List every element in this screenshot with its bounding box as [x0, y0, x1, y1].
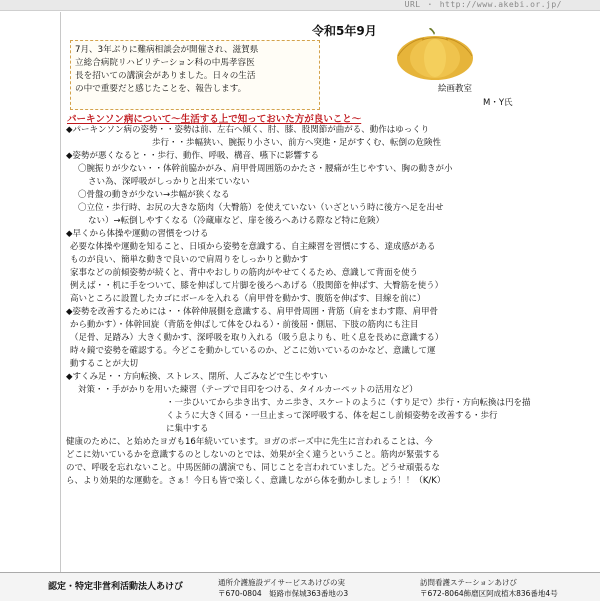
body-line: ・一歩ひいてから歩き出す、カニ歩き、スケートのように（すり足で）歩行・方向転換は円を描	[166, 398, 531, 408]
website-url: URL ・ http://www.akebi.or.jp/	[404, 0, 562, 9]
body-line: 高いところに設置したカゴにボールを入れる（肩甲骨を動かす、腹筋を伸ばす、目線を前に）	[70, 294, 426, 304]
body-line: ので、呼吸を忘れないこと。中馬医師の講演でも、同じことを言われていました。どうせ頑張るな	[66, 463, 440, 473]
facility-a-name: 通所介護施設デイサービスあけびの実	[218, 578, 345, 587]
body-line: さい為、深呼吸がしっかりと出来ていない	[88, 177, 250, 187]
body-line: くように大きく回る・一旦止まって深呼吸する、体を起こし前傾姿勢を改善する・歩行	[166, 411, 498, 421]
body-line: 必要な体操や運動を知ること、日頃から姿勢を意識する、自主練習を習慣にする、達成感がある	[70, 242, 436, 252]
intro-line: 7月、3年ぶりに難病相談会が開催され、滋賀県	[75, 45, 259, 55]
body-line: から動かす）・体幹回旋（背筋を伸ばして体をひねる）・前後屈・側屈、下肢の筋肉にも注目	[70, 320, 419, 330]
body-line: どこに効いているかを意識するのとしないのとでは、効果が全く違うということ。筋肉が緊張する	[66, 450, 441, 460]
body-line: ◆姿勢が悪くなると・・歩行、動作、呼吸、構音、嚥下に影響する	[66, 151, 320, 161]
body-line: 例えば・・机に手をついて、膝を伸ばして片脚を後ろへあげる（股関節を伸ばす、大臀筋を使う）	[70, 281, 444, 291]
body-line: 健康のために、と始めたヨガも16年続いています。ヨガのポーズ中に先生に言われることは、今	[66, 437, 433, 447]
facility-a-address: 〒670-0804 姫路市保城363番地の3	[218, 589, 349, 598]
body-line: 時々鏡で姿勢を確認する。今どこを動かしているのか、どこに効いているのかなど、意識して運	[70, 346, 436, 356]
intro-line: の中で重要だと感じたことを、報告します。	[75, 84, 247, 94]
illustration-artist: M・Y氏	[483, 98, 513, 108]
facility-b	[420, 577, 558, 599]
body-line: 動することが大切	[70, 359, 139, 369]
body-line: 〇骨盤の動きが少ない→歩幅が狭くなる	[78, 190, 230, 200]
body-line: ◆すくみ足・・方向転換、ストレス、閉所、人ごみなどで生じやすい	[66, 372, 328, 382]
organization-name: 認定・特定非営利活動法人あけび	[48, 582, 184, 592]
body-line: 対策・・手がかりを用いた練習（テープで目印をつける、タイルカーペットの活用など）	[78, 385, 418, 395]
body-line: ない）→転倒しやすくなる（冷蔵庫など、扉を後ろへあける際など特に危険）	[88, 216, 385, 226]
body-line: ◆パーキンソン病の姿勢・・姿勢は前、左右へ傾く、肘、膝、股関節が曲がる、動作はゆっくり	[66, 125, 430, 135]
body-line: 歩行・・歩幅狭い、腕振り小さい、前方へ突進・足がすくむ、転倒の危険性	[152, 138, 442, 148]
pumpkin-icon	[394, 26, 476, 82]
top-bar	[0, 0, 600, 11]
body-line: に集中する	[166, 424, 209, 434]
intro-box	[70, 40, 320, 110]
issue-date: 令和5年9月	[312, 24, 377, 38]
body-line: ものが良い、簡単な動きで良いので肩周りをしっかりと動かす	[70, 255, 309, 265]
facility-a	[218, 577, 348, 599]
article-headline: パーキンソン病について～生活する上で知っておいた方が良いこと～	[67, 114, 362, 125]
body-line: 家事などの前傾姿勢が続くと、背中やおしりの筋肉がやせてくるため、意識して背面を使う	[70, 268, 419, 278]
facility-b-address: 〒672-8064飾磨区阿成植木836番地4号	[420, 589, 558, 598]
facility-b-name: 訪問看護ステーションあけび	[420, 578, 518, 587]
intro-line: 立総合病院リハビリテーション科の中馬孝容医	[75, 58, 255, 68]
intro-line: 長を招いての講演会がありました。日々の生活	[75, 71, 256, 81]
body-line: ◆早くから体操や運動の習慣をつける	[66, 229, 209, 239]
body-line: （足骨、足踏み）大きく動かす、深呼吸を取り入れる（吸う息よりも、吐く息を長めに意識する）	[70, 333, 444, 343]
illustration-caption: 絵画教室	[438, 84, 473, 94]
body-line: 〇腕振りが少ない・・体幹前脇かがみ、肩甲骨周囲筋のかたさ・腰痛が生じやすい、胸の動きが小	[78, 164, 453, 174]
body-line: 〇立位・歩行時、お尻の大きな筋肉（大臀筋）を使えていない（いざという時に後方へ足を出せ	[78, 203, 444, 213]
body-line: ら、より効果的な運動を。さぁ！今日も皆で楽しく、意識しながら体を動かしましょう！！（K/K）	[66, 476, 446, 486]
footer	[0, 572, 600, 601]
article-body	[66, 124, 566, 488]
body-line: ◆姿勢を改善するためには・・体幹伸展側を意識する、肩甲骨周囲・背筋（肩をまわす際、肩甲骨	[66, 307, 439, 317]
